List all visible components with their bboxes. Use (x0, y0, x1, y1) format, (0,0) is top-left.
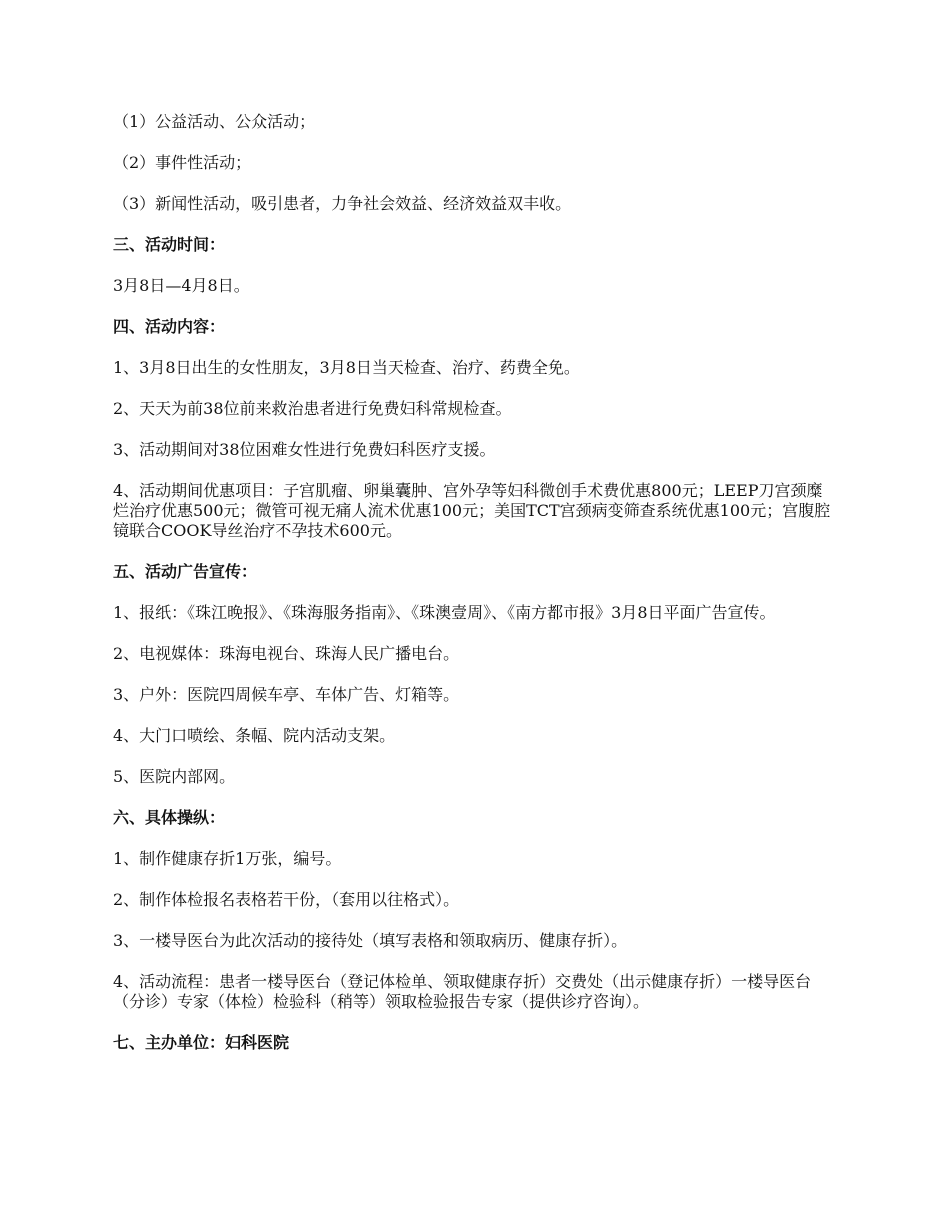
operation-item-3: 3、一楼导医台为此次活动的接待处（填写表格和领取病历、健康存折）。 (113, 931, 628, 950)
list-item-public-activity: （1）公益活动、公众活动； (113, 112, 316, 131)
document-page (113, 112, 837, 1074)
activity-dates: 3月8日—4月8日。 (113, 276, 250, 295)
operation-item-4: 4、活动流程：患者一楼导医台（登记体检单、领取健康存折）交费处（出示健康存折）一楼导医台（分诊）专家（体检）检验科（稍等）领取检验报告专家（提供诊疗咨询）。 (113, 972, 812, 1011)
section-heading-advertising: 五、活动广告宣传： (113, 562, 258, 581)
section-heading-organizer: 七、主办单位：妇科医院 (113, 1033, 290, 1052)
operation-item-1: 1、制作健康存折1万张，编号。 (113, 849, 342, 868)
advertising-item-5: 5、医院内部网。 (113, 767, 236, 786)
advertising-item-2: 2、电视媒体：珠海电视台、珠海人民广播电台。 (113, 644, 460, 663)
content-item-4: 4、活动期间优惠项目：子宫肌瘤、卵巢囊肿、宫外孕等妇科微创手术费优惠800元；LEEP刀宫颈糜烂治疗优惠500元；微管可视无痛人流术优惠100元；美国TCT宫颈病变筛查系统优惠100元；宫腹腔镜联合COOK导丝治疗不孕技术600元。 (113, 481, 831, 540)
content-item-3: 3、活动期间对38位困难女性进行免费妇科医疗支援。 (113, 440, 496, 459)
advertising-item-3: 3、户外：医院四周候车亭、车体广告、灯箱等。 (113, 685, 460, 704)
content-item-2: 2、天天为前38位前来救治患者进行免费妇科常规检查。 (113, 399, 512, 418)
operation-item-2: 2、制作体检报名表格若干份，（套用以往格式）。 (113, 890, 460, 909)
list-item-event-activity: （2）事件性活动； (113, 153, 252, 172)
advertising-item-1: 1、报纸：《珠江晚报》、《珠海服务指南》、《珠澳壹周》、《南方都市报》3月8日平面广告宣传。 (113, 603, 776, 622)
section-heading-content: 四、活动内容： (113, 317, 226, 336)
section-heading-time: 三、活动时间： (113, 235, 226, 254)
content-item-1: 1、3月8日出生的女性朋友，3月8日当天检查、治疗、药费全免。 (113, 358, 580, 377)
section-heading-operation: 六、具体操纵： (113, 808, 226, 827)
list-item-news-activity: （3）新闻性活动，吸引患者，力争社会效益、经济效益双丰收。 (113, 194, 572, 213)
advertising-item-4: 4、大门口喷绘、条幅、院内活动支架。 (113, 726, 396, 745)
